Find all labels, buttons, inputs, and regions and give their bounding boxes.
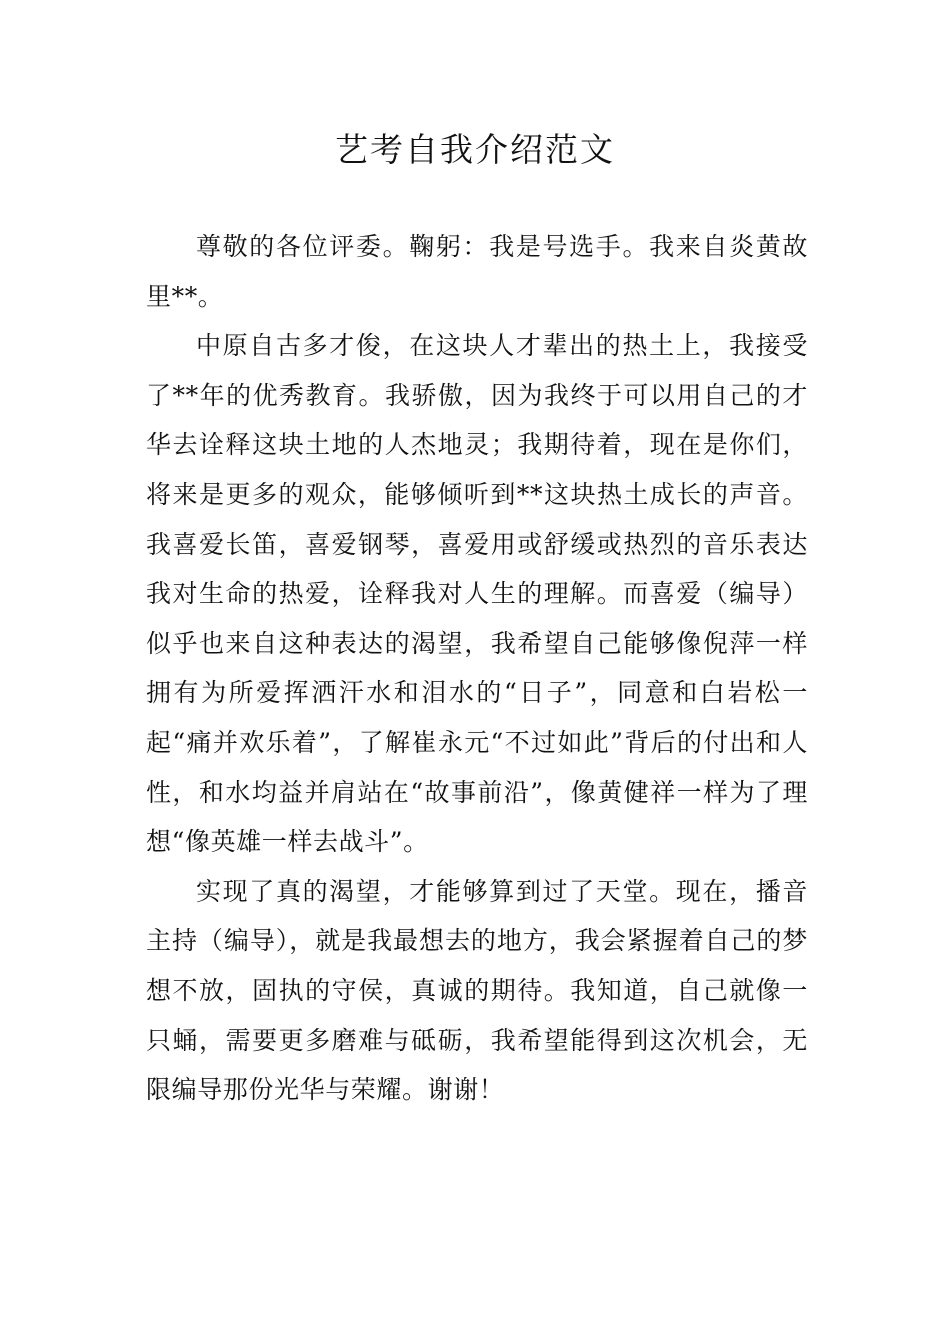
paragraph-background: 中原自古多才俊，在这块人才辈出的热土上，我接受了**年的优秀教育。我骄傲，因为我终于可以用自己的才华去诠释这块土地的人杰地灵；我期待着，现在是你们，将来是更多的观众，能够倾听到**这块热土成长的声音。我喜爱长笛，喜爱钢琴，喜爱用或舒缓或热烈的音乐表达我对生命的热爱，诠释我对人生的理解。而喜爱（编导）似乎也来自这种表达的渴望，我希望自己能够像倪萍一样拥有为所爱挥洒汗水和泪水的“日子”，同意和白岩松一起“痛并欢乐着”，了解崔永元“不过如此”背后的付出和人性，和水均益并肩站在“故事前沿”，像黄健祥一样为了理想“像英雄一样去战斗”。 [146,331,808,857]
paragraph-closing: 实现了真的渴望，才能够算到过了天堂。现在，播音主持（编导），就是我最想去的地方，我会紧握着自己的梦想不放，固执的守侯，真诚的期待。我知道，自己就像一只蛹，需要更多磨难与砥砺，我希望能得到这次机会，无限编导那份光华与荣耀。谢谢！ [146,876,808,1105]
document-title: 艺考自我介绍范文 [335,130,615,169]
paragraph-greeting: 尊敬的各位评委。鞠躬：我是号选手。我来自炎黄故里**。 [146,232,808,311]
document-body [146,222,808,1115]
